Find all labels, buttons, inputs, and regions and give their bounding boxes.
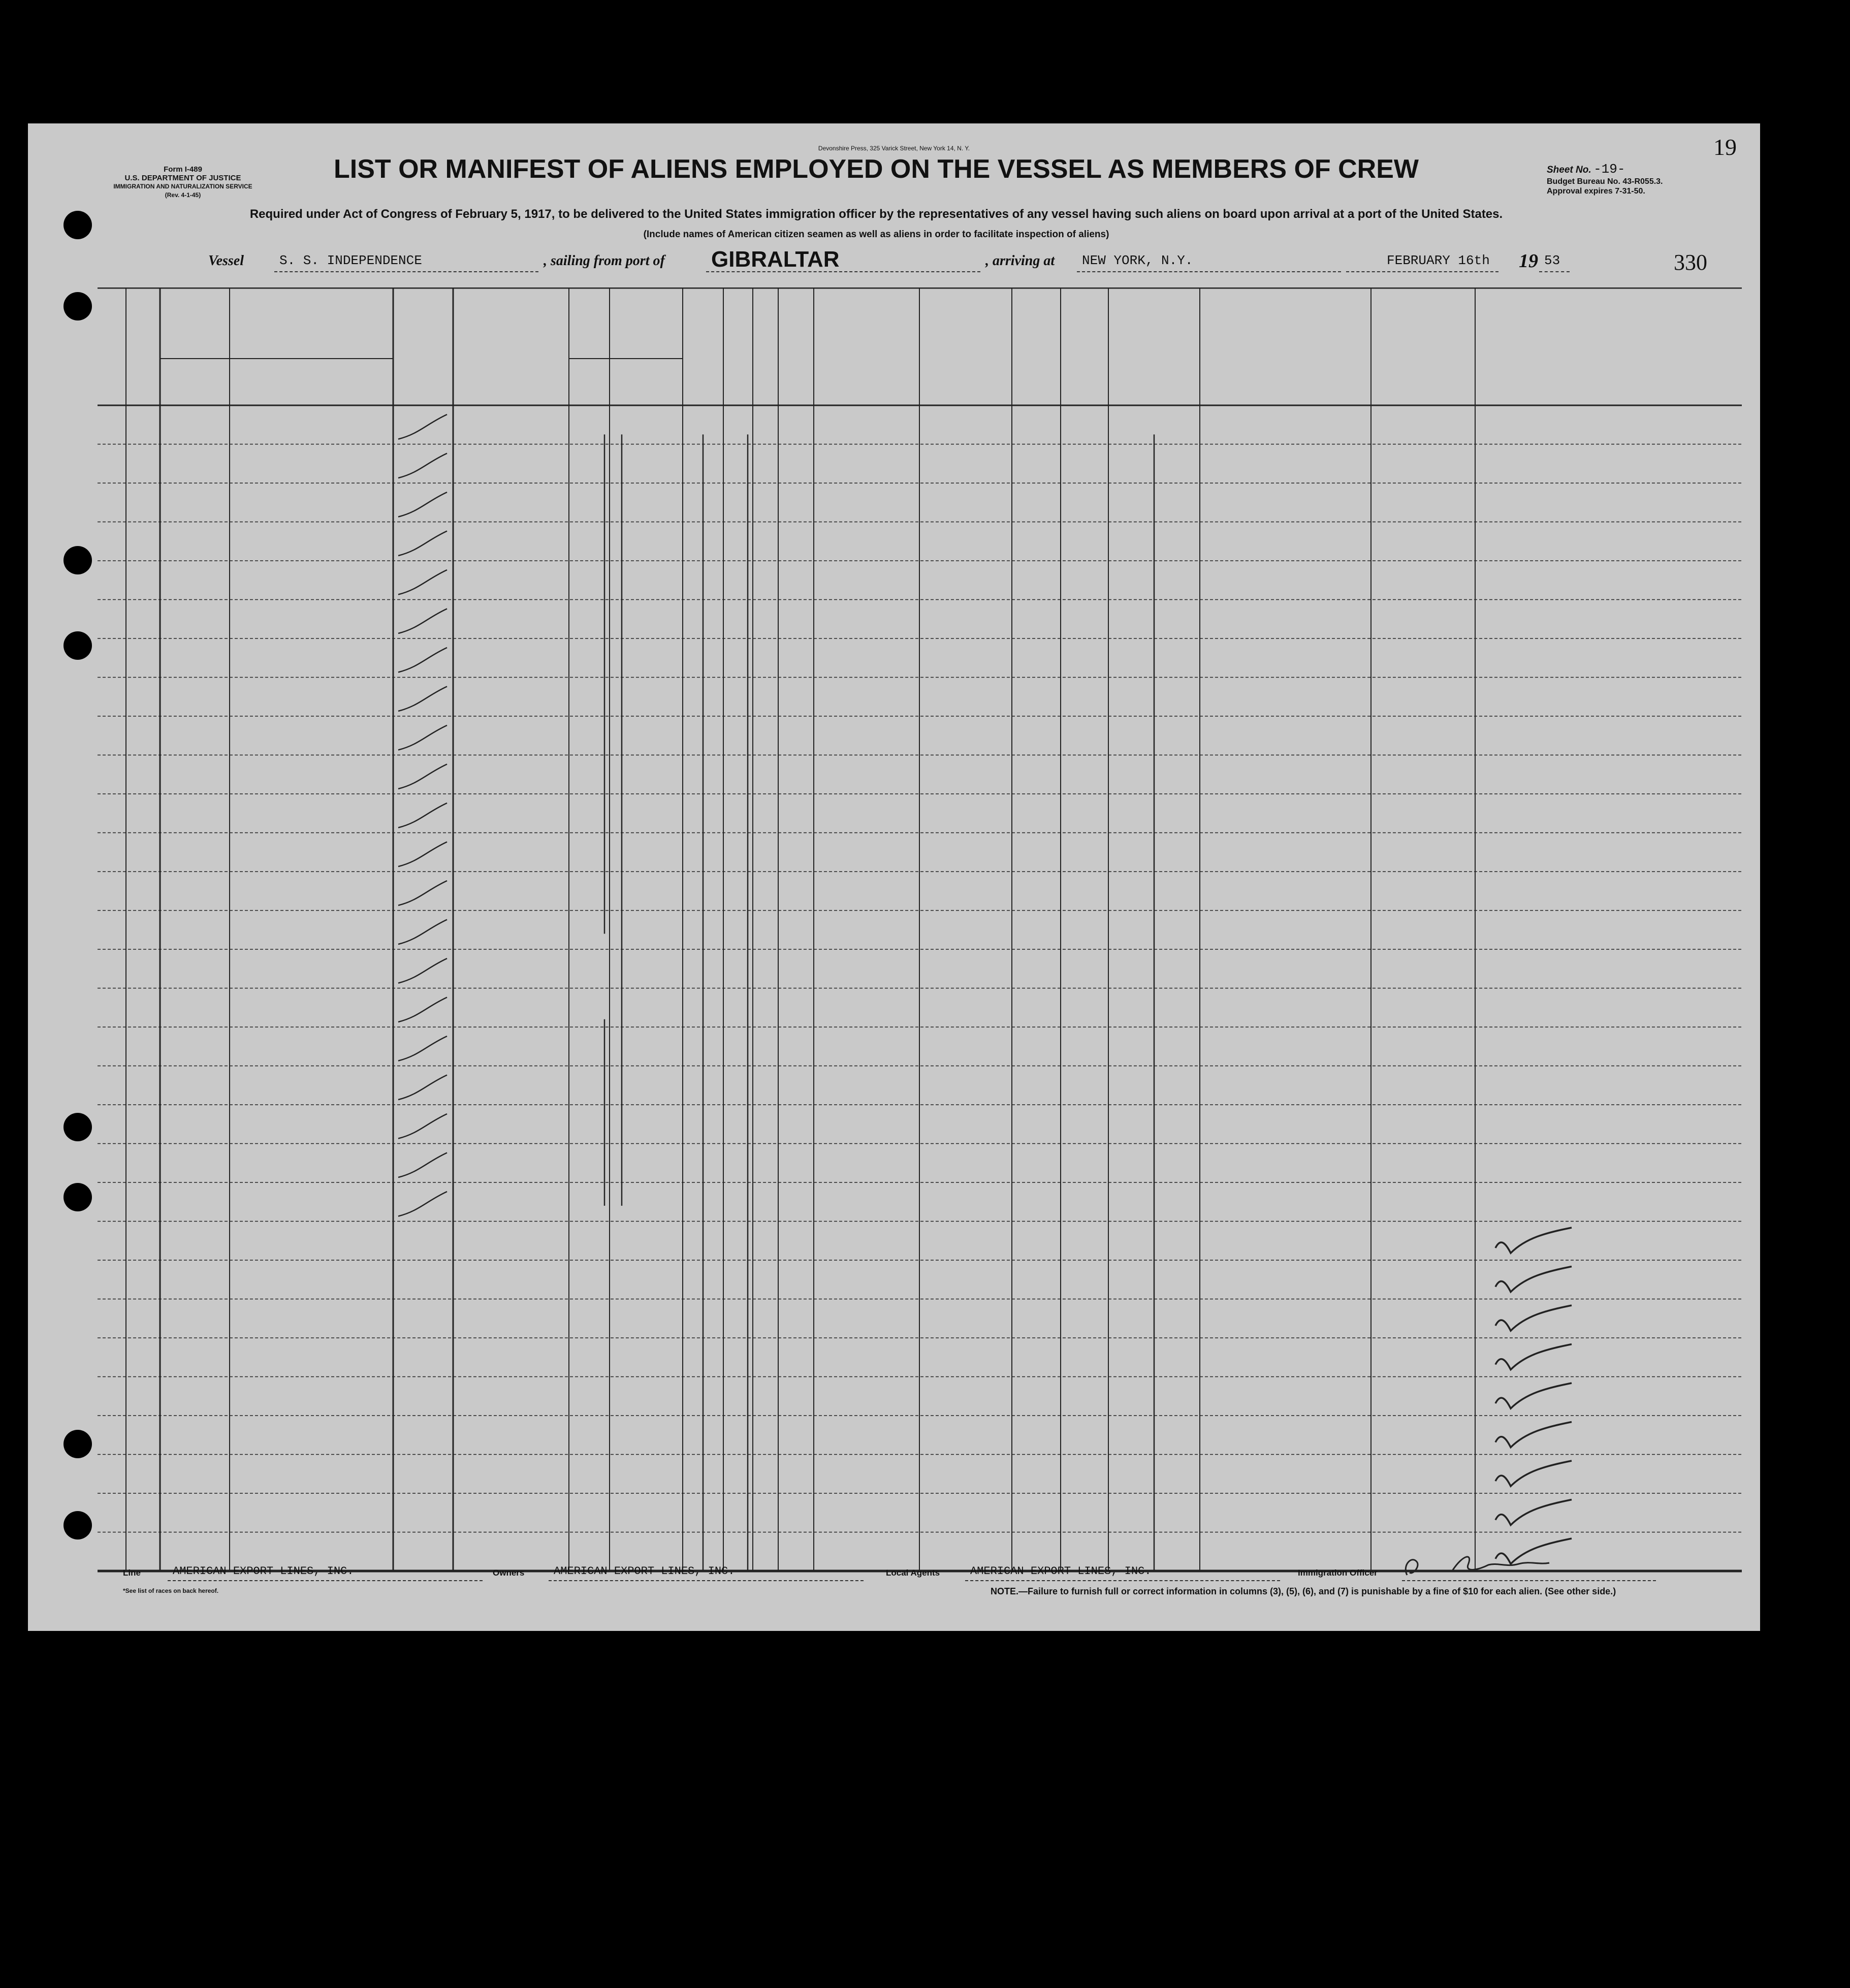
inspector-check-mark	[1495, 1228, 1572, 1253]
arrival-date: FEBRUARY 16th	[1387, 253, 1490, 268]
service-slash-mark	[398, 958, 447, 983]
form-number: Form I-489	[164, 165, 202, 174]
agents-label: Local Agents	[886, 1568, 940, 1578]
sheet-label: Sheet No.	[1547, 165, 1591, 175]
fine-note: NOTE.—Failure to furnish full or correct information in columns (3), (5), (6), and (7) is punishable by a fine of $10 for each alien. (See other side.)	[991, 1586, 1616, 1596]
line-label: Line	[123, 1568, 141, 1578]
inspector-check-mark	[1495, 1383, 1572, 1408]
table-grid	[98, 287, 1742, 1689]
punch-hole	[63, 1511, 92, 1540]
page-title: LIST OR MANIFEST OF ALIENS EMPLOYED ON THE VESSEL AS MEMBERS OF CREW	[334, 154, 1419, 184]
service-slash-mark	[398, 454, 447, 478]
inspector-check-mark	[1495, 1305, 1572, 1331]
service-slash-mark	[398, 764, 447, 789]
service: IMMIGRATION AND NATURALIZATION SERVICE	[113, 183, 252, 190]
service-slash-mark	[398, 648, 447, 672]
vessel-label: Vessel	[208, 253, 244, 269]
vessel-name: S. S. INDEPENDENCE	[279, 253, 422, 268]
inspector-check-mark	[1495, 1344, 1572, 1370]
inspector-check-mark	[1495, 1422, 1572, 1448]
service-slash-mark	[398, 842, 447, 867]
service-slash-mark	[398, 998, 447, 1022]
officer-label: Immigration Officer	[1298, 1568, 1378, 1578]
punch-hole	[63, 631, 92, 660]
service-slash-mark	[398, 803, 447, 828]
sheet-value: -19-	[1593, 162, 1625, 177]
list-number: 330	[1674, 250, 1707, 275]
sailing-label: , sailing from port of	[544, 253, 665, 269]
revision: (Rev. 4-1-45)	[165, 191, 201, 199]
arriving-port: NEW YORK, N.Y.	[1082, 253, 1193, 268]
page-subtitle: Required under Act of Congress of February 5, 1917, to be delivered to the United States immigration officer by the representatives of any vessel having such aliens on board upon arrival at a port of the United States.	[249, 207, 1503, 221]
service-slash-mark	[398, 531, 447, 556]
sheet-info	[1547, 162, 1663, 196]
service-slash-mark	[398, 881, 447, 906]
inspector-check-mark	[1495, 1267, 1572, 1292]
budget-bureau: Budget Bureau No. 43-R055.3.	[1547, 177, 1663, 186]
punch-hole	[63, 546, 92, 574]
inspector-check-mark	[1495, 1500, 1572, 1525]
sailing-port: GIBRALTAR	[711, 247, 840, 272]
service-slash-mark	[398, 725, 447, 750]
owners-label: Owners	[493, 1568, 525, 1578]
line-value: AMERICAN EXPORT LINES, INC.	[173, 1565, 354, 1578]
service-slash-mark	[398, 1036, 447, 1061]
service-slash-mark	[398, 687, 447, 712]
inspector-check-mark	[1495, 1461, 1572, 1486]
races-note: *See list of races on back hereof.	[123, 1587, 219, 1594]
vessel-line	[208, 247, 1620, 276]
owners-value: AMERICAN EXPORT LINES, INC.	[554, 1565, 735, 1578]
service-slash-mark	[398, 1192, 447, 1216]
page-number: 19	[1713, 134, 1737, 160]
service-slash-mark	[398, 570, 447, 595]
service-slash-mark	[398, 920, 447, 945]
service-slash-mark	[398, 492, 447, 517]
year-prefix: 19	[1519, 250, 1538, 272]
punch-hole	[63, 1183, 92, 1211]
manifest-sheet	[28, 123, 1760, 1631]
punch-hole	[63, 1430, 92, 1458]
approval-expires: Approval expires 7-31-50.	[1547, 187, 1645, 196]
arrival-year: 53	[1544, 253, 1560, 268]
department: U.S. DEPARTMENT OF JUSTICE	[124, 174, 241, 182]
printer-line: Devonshire Press, 325 Varick Street, New York 14, N. Y.	[818, 145, 970, 152]
service-slash-mark	[398, 1075, 447, 1100]
service-slash-mark	[398, 1153, 447, 1178]
service-slash-mark	[398, 1114, 447, 1139]
service-slash-mark	[398, 609, 447, 634]
manifest-footer	[97, 1565, 1742, 1611]
punch-hole	[63, 1113, 92, 1141]
arriving-label: , arriving at	[985, 253, 1055, 269]
page-subnote: (Include names of American citizen seamen as well as aliens in order to facilitate inspection of aliens)	[643, 229, 1109, 240]
punch-hole	[63, 211, 92, 239]
agents-value: AMERICAN EXPORT LINES, INC.	[970, 1565, 1152, 1578]
punch-hole	[63, 292, 92, 320]
service-slash-mark	[398, 414, 447, 439]
